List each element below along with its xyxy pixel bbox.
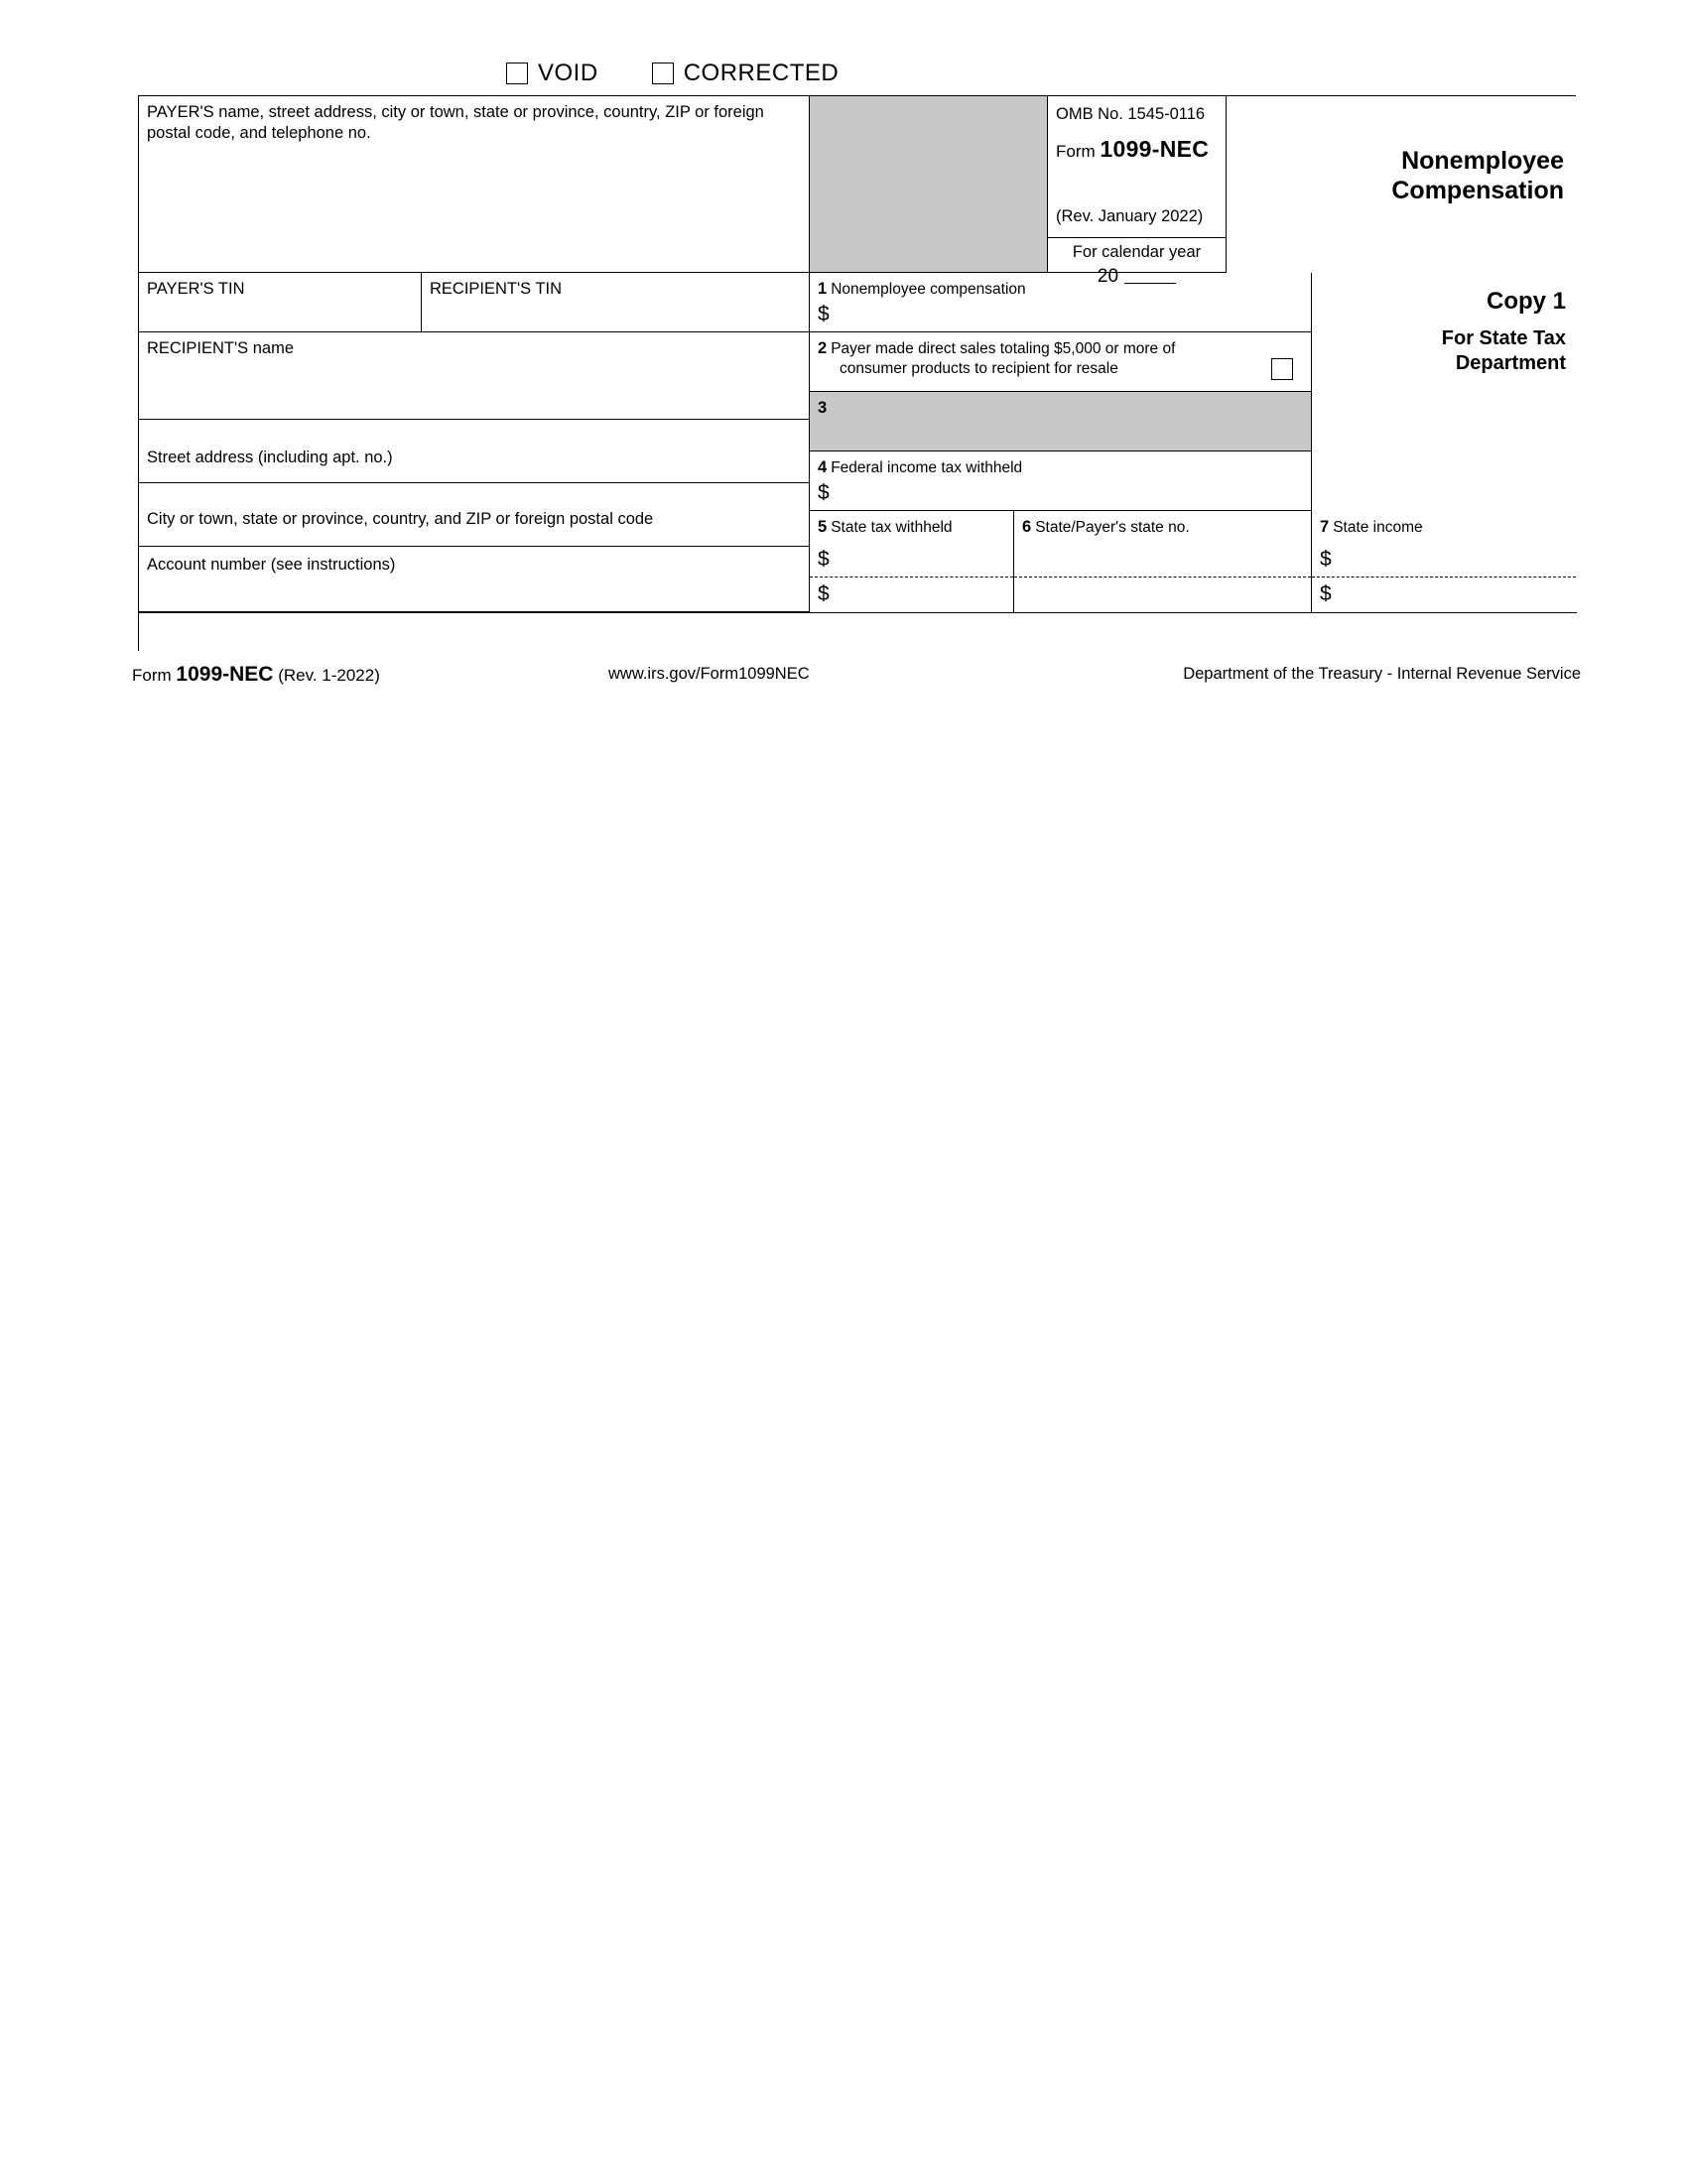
box5-label: State tax withheld bbox=[831, 519, 953, 536]
account-number-label: Account number (see instructions) bbox=[147, 556, 396, 574]
box7-currency-1: $ bbox=[1320, 548, 1332, 571]
recipient-city-label: City or town, state or province, country, and ZIP or foreign postal code bbox=[147, 510, 654, 528]
corrected-checkbox[interactable] bbox=[652, 63, 674, 84]
copy-for-line1: For State Tax bbox=[1441, 327, 1566, 349]
box5-currency-1: $ bbox=[818, 548, 830, 571]
recipient-name-cell[interactable] bbox=[139, 332, 810, 420]
omb-number: OMB No. 1545-0116 bbox=[1056, 105, 1206, 123]
form-word: Form bbox=[1056, 141, 1096, 161]
box1-nonemployee-compensation[interactable] bbox=[810, 273, 1312, 332]
recipient-city-cell[interactable] bbox=[139, 483, 810, 547]
recipient-name-label: RECIPIENT'S name bbox=[147, 339, 295, 357]
box3-number: 3 bbox=[818, 399, 828, 417]
form-body bbox=[138, 95, 1576, 651]
recipient-street-cell[interactable] bbox=[139, 420, 810, 483]
box4-label: Federal income tax withheld bbox=[831, 459, 1023, 476]
box1-label: Nonemployee compensation bbox=[831, 281, 1026, 298]
box4-currency: $ bbox=[818, 480, 830, 504]
revision-text: (Rev. January 2022) bbox=[1056, 207, 1204, 225]
box2-checkbox[interactable] bbox=[1271, 358, 1293, 380]
box5-currency-2: $ bbox=[818, 582, 830, 605]
box5-number: 5 bbox=[818, 518, 828, 536]
recipient-street-label: Street address (including apt. no.) bbox=[147, 449, 393, 466]
box6-label: State/Payer's state no. bbox=[1035, 519, 1190, 536]
box2-number: 2 bbox=[818, 339, 828, 357]
copy-for-label bbox=[1322, 326, 1566, 376]
box7-state-income[interactable] bbox=[1312, 511, 1576, 543]
calendar-year-label: For calendar year bbox=[1072, 243, 1202, 261]
form-title-line2: Compensation bbox=[1391, 177, 1564, 204]
box7-label: State income bbox=[1333, 519, 1423, 536]
omb-form-cell bbox=[1048, 96, 1227, 198]
account-number-cell[interactable] bbox=[139, 547, 810, 612]
box1-number: 1 bbox=[818, 280, 828, 298]
box2-label-line2: consumer products to recipient for resale bbox=[840, 359, 1118, 377]
copy-for-line2: Department bbox=[1455, 352, 1566, 374]
box6-state-payer-state-no[interactable] bbox=[1014, 511, 1312, 543]
form-identifier bbox=[1056, 135, 1218, 164]
box1-currency: $ bbox=[818, 302, 830, 325]
box4-number: 4 bbox=[818, 458, 828, 476]
footer-form-id bbox=[132, 663, 380, 687]
payer-name-address-label: PAYER'S name, street address, city or town, state or province, country, ZIP or foreign postal code, and telephone no. bbox=[147, 103, 764, 142]
footer-website[interactable]: www.irs.gov/Form1099NEC bbox=[608, 665, 810, 683]
box4-federal-income-tax-withheld[interactable] bbox=[810, 451, 1312, 511]
year-prefix: 20 bbox=[1097, 265, 1119, 287]
copy-panel bbox=[1312, 273, 1576, 442]
void-corrected-row bbox=[506, 58, 923, 89]
footer-agency: Department of the Treasury - Internal Revenue Service bbox=[1183, 665, 1581, 683]
recipient-tin-cell[interactable] bbox=[422, 273, 810, 332]
form-number: 1099-NEC bbox=[1100, 135, 1210, 162]
corrected-label: CORRECTED bbox=[683, 60, 840, 86]
box2-label-line1: Payer made direct sales totaling $5,000 or more of bbox=[831, 340, 1176, 357]
void-checkbox[interactable] bbox=[506, 63, 528, 84]
gray-filler-top bbox=[810, 96, 1048, 273]
box5-amount-area[interactable] bbox=[810, 543, 1014, 612]
box6-number: 6 bbox=[1022, 518, 1032, 536]
recipient-tin-label: RECIPIENT'S TIN bbox=[430, 280, 563, 298]
form-bottom-border bbox=[139, 612, 1577, 613]
payer-name-address-cell[interactable] bbox=[139, 96, 810, 273]
footer-form-number: 1099-NEC bbox=[176, 663, 274, 686]
form-title-cell bbox=[1227, 96, 1576, 273]
form-footer bbox=[132, 663, 1581, 689]
form-title-line1: Nonemployee bbox=[1401, 147, 1564, 175]
calendar-year-cell[interactable] bbox=[1048, 238, 1227, 287]
box7-number: 7 bbox=[1320, 518, 1330, 536]
box5-state-tax-withheld[interactable] bbox=[810, 511, 1014, 543]
box6-value-area[interactable] bbox=[1014, 543, 1312, 612]
footer-revision: (Rev. 1-2022) bbox=[278, 666, 380, 685]
footer-form-word: Form bbox=[132, 666, 172, 685]
form-title bbox=[1238, 146, 1564, 205]
copy-label: Copy 1 bbox=[1486, 288, 1566, 315]
void-label: VOID bbox=[538, 60, 598, 86]
box2-direct-sales[interactable] bbox=[810, 332, 1312, 392]
payer-tin-cell[interactable] bbox=[139, 273, 422, 332]
box3-reserved bbox=[810, 392, 1312, 451]
box7-amount-area[interactable] bbox=[1312, 543, 1576, 612]
payer-tin-label: PAYER'S TIN bbox=[147, 280, 245, 298]
revision-cell bbox=[1048, 198, 1227, 238]
box7-currency-2: $ bbox=[1320, 582, 1332, 605]
